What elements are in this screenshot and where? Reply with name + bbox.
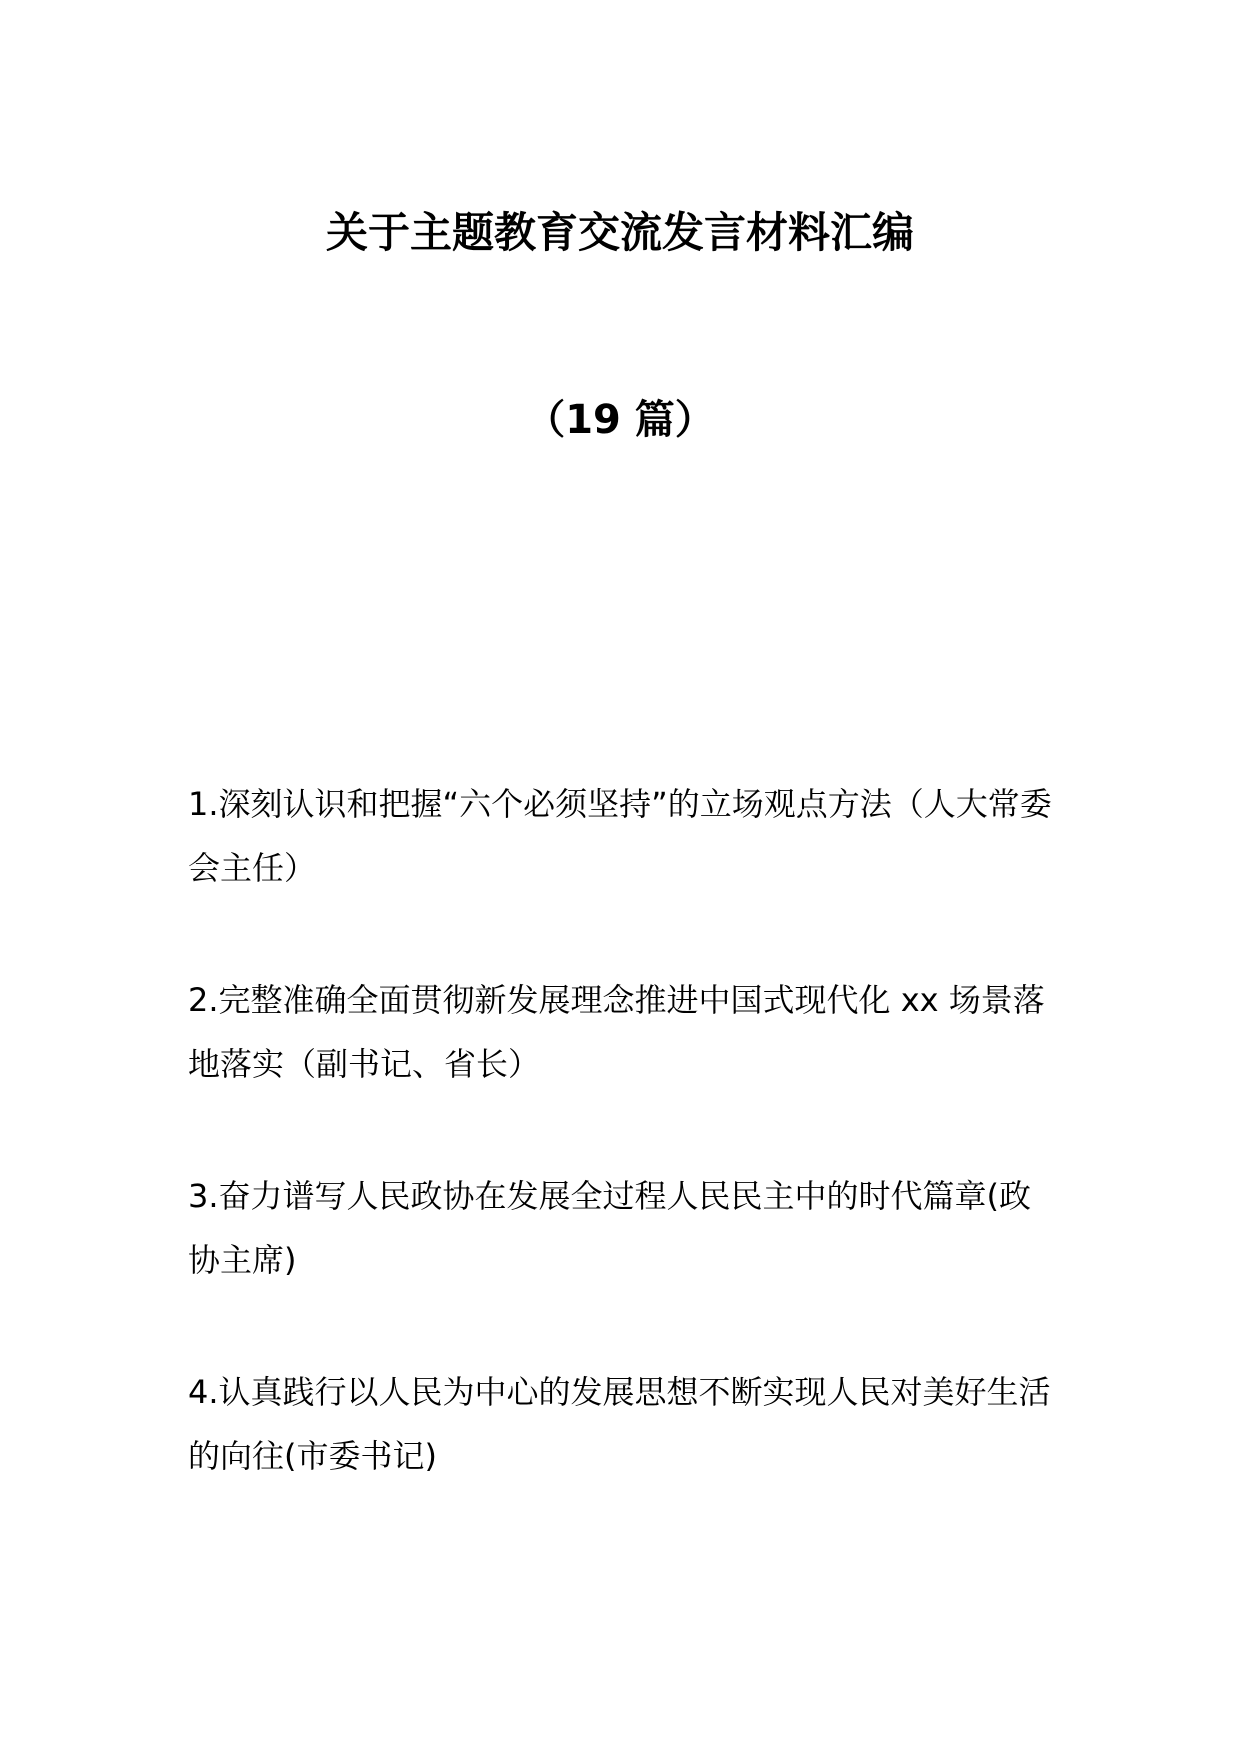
toc-item-2: 2.完整准确全面贯彻新发展理念推进中国式现代化 xx 场景落地落实（副书记、省长）	[188, 981, 1045, 1083]
table-of-contents	[188, 772, 1058, 1556]
document-title: 关于主题教育交流发言材料汇编	[325, 208, 914, 257]
toc-item-4: 4.认真践行以人民为中心的发展思想不断实现人民对美好生活的向往(市委书记)	[188, 1373, 1051, 1475]
document-subtitle: （19 篇）	[525, 397, 715, 443]
toc-item-3: 3.奋力谱写人民政协在发展全过程人民民主中的时代篇章(政协主席)	[188, 1177, 1032, 1279]
toc-item-1: 1.深刻认识和把握“六个必须坚持”的立场观点方法（人大常委会主任）	[188, 785, 1052, 887]
